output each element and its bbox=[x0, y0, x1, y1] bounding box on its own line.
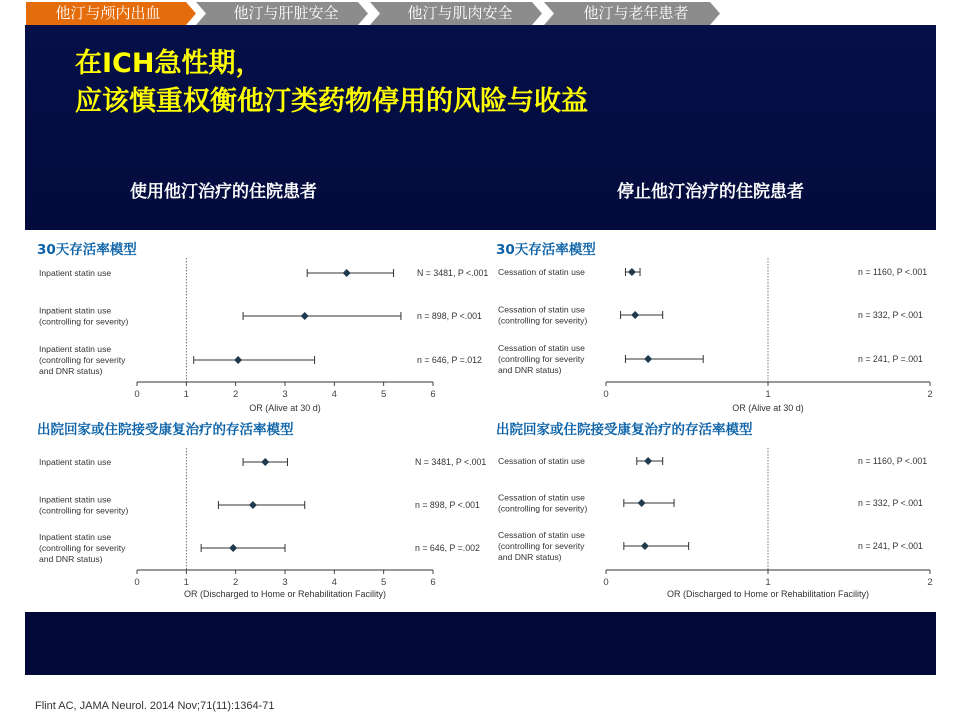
tab-intracranial-hemorrhage[interactable] bbox=[26, 2, 186, 25]
title-line-2: 应该慎重权衡他汀类药物停用的风险与收益 bbox=[75, 86, 588, 117]
row-label: and DNR status) bbox=[498, 552, 562, 562]
row-label: Inpatient statin use bbox=[39, 494, 112, 505]
x-tick-label: 1 bbox=[183, 577, 189, 588]
odds-ratio-marker bbox=[249, 501, 257, 509]
x-tick-label: 2 bbox=[927, 577, 933, 588]
odds-ratio-marker bbox=[261, 458, 269, 466]
forest-plot-discharge-statin-cessation bbox=[490, 420, 936, 612]
tab-label: 他汀与老年患者 bbox=[583, 4, 689, 22]
odds-ratio-marker bbox=[641, 542, 649, 550]
row-label: and DNR status) bbox=[39, 554, 103, 564]
x-tick-label: 0 bbox=[134, 389, 140, 400]
x-axis-label: OR (Alive at 30 d) bbox=[249, 403, 321, 413]
x-tick-label: 0 bbox=[134, 577, 140, 588]
x-tick-label: 2 bbox=[233, 577, 239, 588]
x-tick-label: 2 bbox=[927, 389, 933, 400]
row-label: Inpatient statin use bbox=[39, 532, 112, 542]
tab-liver-safety[interactable] bbox=[204, 2, 364, 25]
stat-label: n = 332, P <.001 bbox=[858, 310, 923, 320]
odds-ratio-marker bbox=[638, 499, 646, 507]
row-label: Cessation of statin use bbox=[498, 456, 585, 466]
odds-ratio-marker bbox=[343, 269, 351, 277]
subplot-title: 出院回家或住院接受康复治疗的存活率模型 bbox=[37, 422, 294, 438]
row-label: Cessation of statin use bbox=[498, 343, 585, 353]
x-tick-label: 5 bbox=[381, 577, 387, 588]
stat-label: N = 3481, P <.001 bbox=[415, 457, 487, 467]
odds-ratio-marker bbox=[234, 356, 242, 364]
row-label: Cessation of statin use bbox=[498, 304, 585, 315]
slide-title bbox=[75, 45, 588, 121]
x-tick-label: 1 bbox=[765, 577, 771, 588]
x-tick-label: 4 bbox=[331, 577, 337, 588]
title-line-1: 在ICH急性期， bbox=[75, 48, 263, 79]
x-tick-label: 3 bbox=[282, 577, 288, 588]
column-heading-statin-use: 使用他汀治疗的住院患者 bbox=[130, 182, 317, 202]
tab-label: 他汀与颅内出血 bbox=[55, 4, 161, 22]
tab-label: 他汀与肌肉安全 bbox=[407, 4, 513, 22]
x-tick-label: 0 bbox=[603, 577, 609, 588]
odds-ratio-marker bbox=[631, 311, 639, 319]
stat-label: n = 241, P <.001 bbox=[858, 541, 923, 551]
stat-label: n = 1160, P <.001 bbox=[858, 456, 928, 466]
row-label: (controlling for severity) bbox=[39, 505, 129, 516]
row-label: Inpatient statin use bbox=[39, 305, 112, 316]
forest-plot-survival-statin-use bbox=[25, 230, 490, 415]
x-axis-label: OR (Discharged to Home or Rehabilitation Facility) bbox=[183, 589, 387, 599]
row-label: Cessation of statin use bbox=[498, 530, 585, 540]
breadcrumb bbox=[26, 0, 726, 26]
x-tick-label: 2 bbox=[233, 389, 239, 400]
column-heading-statin-cessation: 停止他汀治疗的住院患者 bbox=[617, 182, 804, 202]
row-label: Inpatient statin use bbox=[39, 344, 112, 354]
stat-label: n = 898, P <.001 bbox=[415, 500, 480, 510]
row-label: (controlling for severity bbox=[39, 543, 126, 553]
tab-arrow-1 bbox=[186, 2, 196, 25]
row-label: Inpatient statin use bbox=[39, 268, 112, 278]
row-label: Cessation of statin use bbox=[498, 492, 585, 503]
odds-ratio-marker bbox=[628, 268, 636, 276]
tab-elderly-patients[interactable] bbox=[552, 2, 716, 25]
citation: Flint AC, JAMA Neurol. 2014 Nov;71(11):1364-71 bbox=[35, 700, 275, 712]
row-label: (controlling for severity bbox=[498, 354, 585, 364]
stat-label: n = 332, P <.001 bbox=[858, 498, 923, 508]
row-label: (controlling for severity) bbox=[498, 503, 588, 514]
x-tick-label: 3 bbox=[282, 389, 288, 400]
x-tick-label: 5 bbox=[381, 389, 387, 400]
stat-label: n = 646, P =.002 bbox=[415, 543, 480, 553]
stat-label: n = 646, P =.012 bbox=[417, 355, 482, 365]
stat-label: n = 1160, P <.001 bbox=[858, 267, 928, 277]
subplot-title: 30天存活率模型 bbox=[37, 242, 137, 258]
x-tick-label: 6 bbox=[430, 389, 436, 400]
forest-plot-discharge-statin-use bbox=[25, 420, 490, 612]
row-label: Inpatient statin use bbox=[39, 457, 112, 467]
tab-muscle-safety[interactable] bbox=[378, 2, 538, 25]
x-tick-label: 1 bbox=[183, 389, 189, 400]
x-axis-label: OR (Alive at 30 d) bbox=[732, 403, 804, 413]
stat-label: n = 241, P =.001 bbox=[858, 354, 923, 364]
x-tick-label: 0 bbox=[603, 389, 609, 400]
stat-label: n = 898, P <.001 bbox=[417, 311, 482, 321]
subplot-title: 30天存活率模型 bbox=[496, 242, 596, 258]
odds-ratio-marker bbox=[301, 312, 309, 320]
tab-label: 他汀与肝脏安全 bbox=[233, 4, 339, 22]
stat-label: N = 3481, P <.001 bbox=[417, 268, 489, 278]
x-tick-label: 6 bbox=[430, 577, 436, 588]
odds-ratio-marker bbox=[644, 457, 652, 465]
x-tick-label: 1 bbox=[765, 389, 771, 400]
row-label: (controlling for severity) bbox=[498, 315, 588, 326]
subplot-title: 出院回家或住院接受康复治疗的存活率模型 bbox=[496, 422, 753, 438]
row-label: (controlling for severity bbox=[498, 541, 585, 551]
forest-plot-figure bbox=[25, 230, 936, 612]
row-label: (controlling for severity) bbox=[39, 316, 129, 327]
row-label: (controlling for severity bbox=[39, 355, 126, 365]
x-axis-label: OR (Discharged to Home or Rehabilitation Facility) bbox=[666, 589, 870, 599]
row-label: and DNR status) bbox=[39, 366, 103, 376]
x-tick-label: 4 bbox=[331, 389, 337, 400]
row-label: and DNR status) bbox=[498, 365, 562, 375]
forest-plot-survival-statin-cessation bbox=[490, 230, 936, 415]
row-label: Cessation of statin use bbox=[498, 267, 585, 277]
odds-ratio-marker bbox=[644, 355, 652, 363]
odds-ratio-marker bbox=[229, 544, 237, 552]
